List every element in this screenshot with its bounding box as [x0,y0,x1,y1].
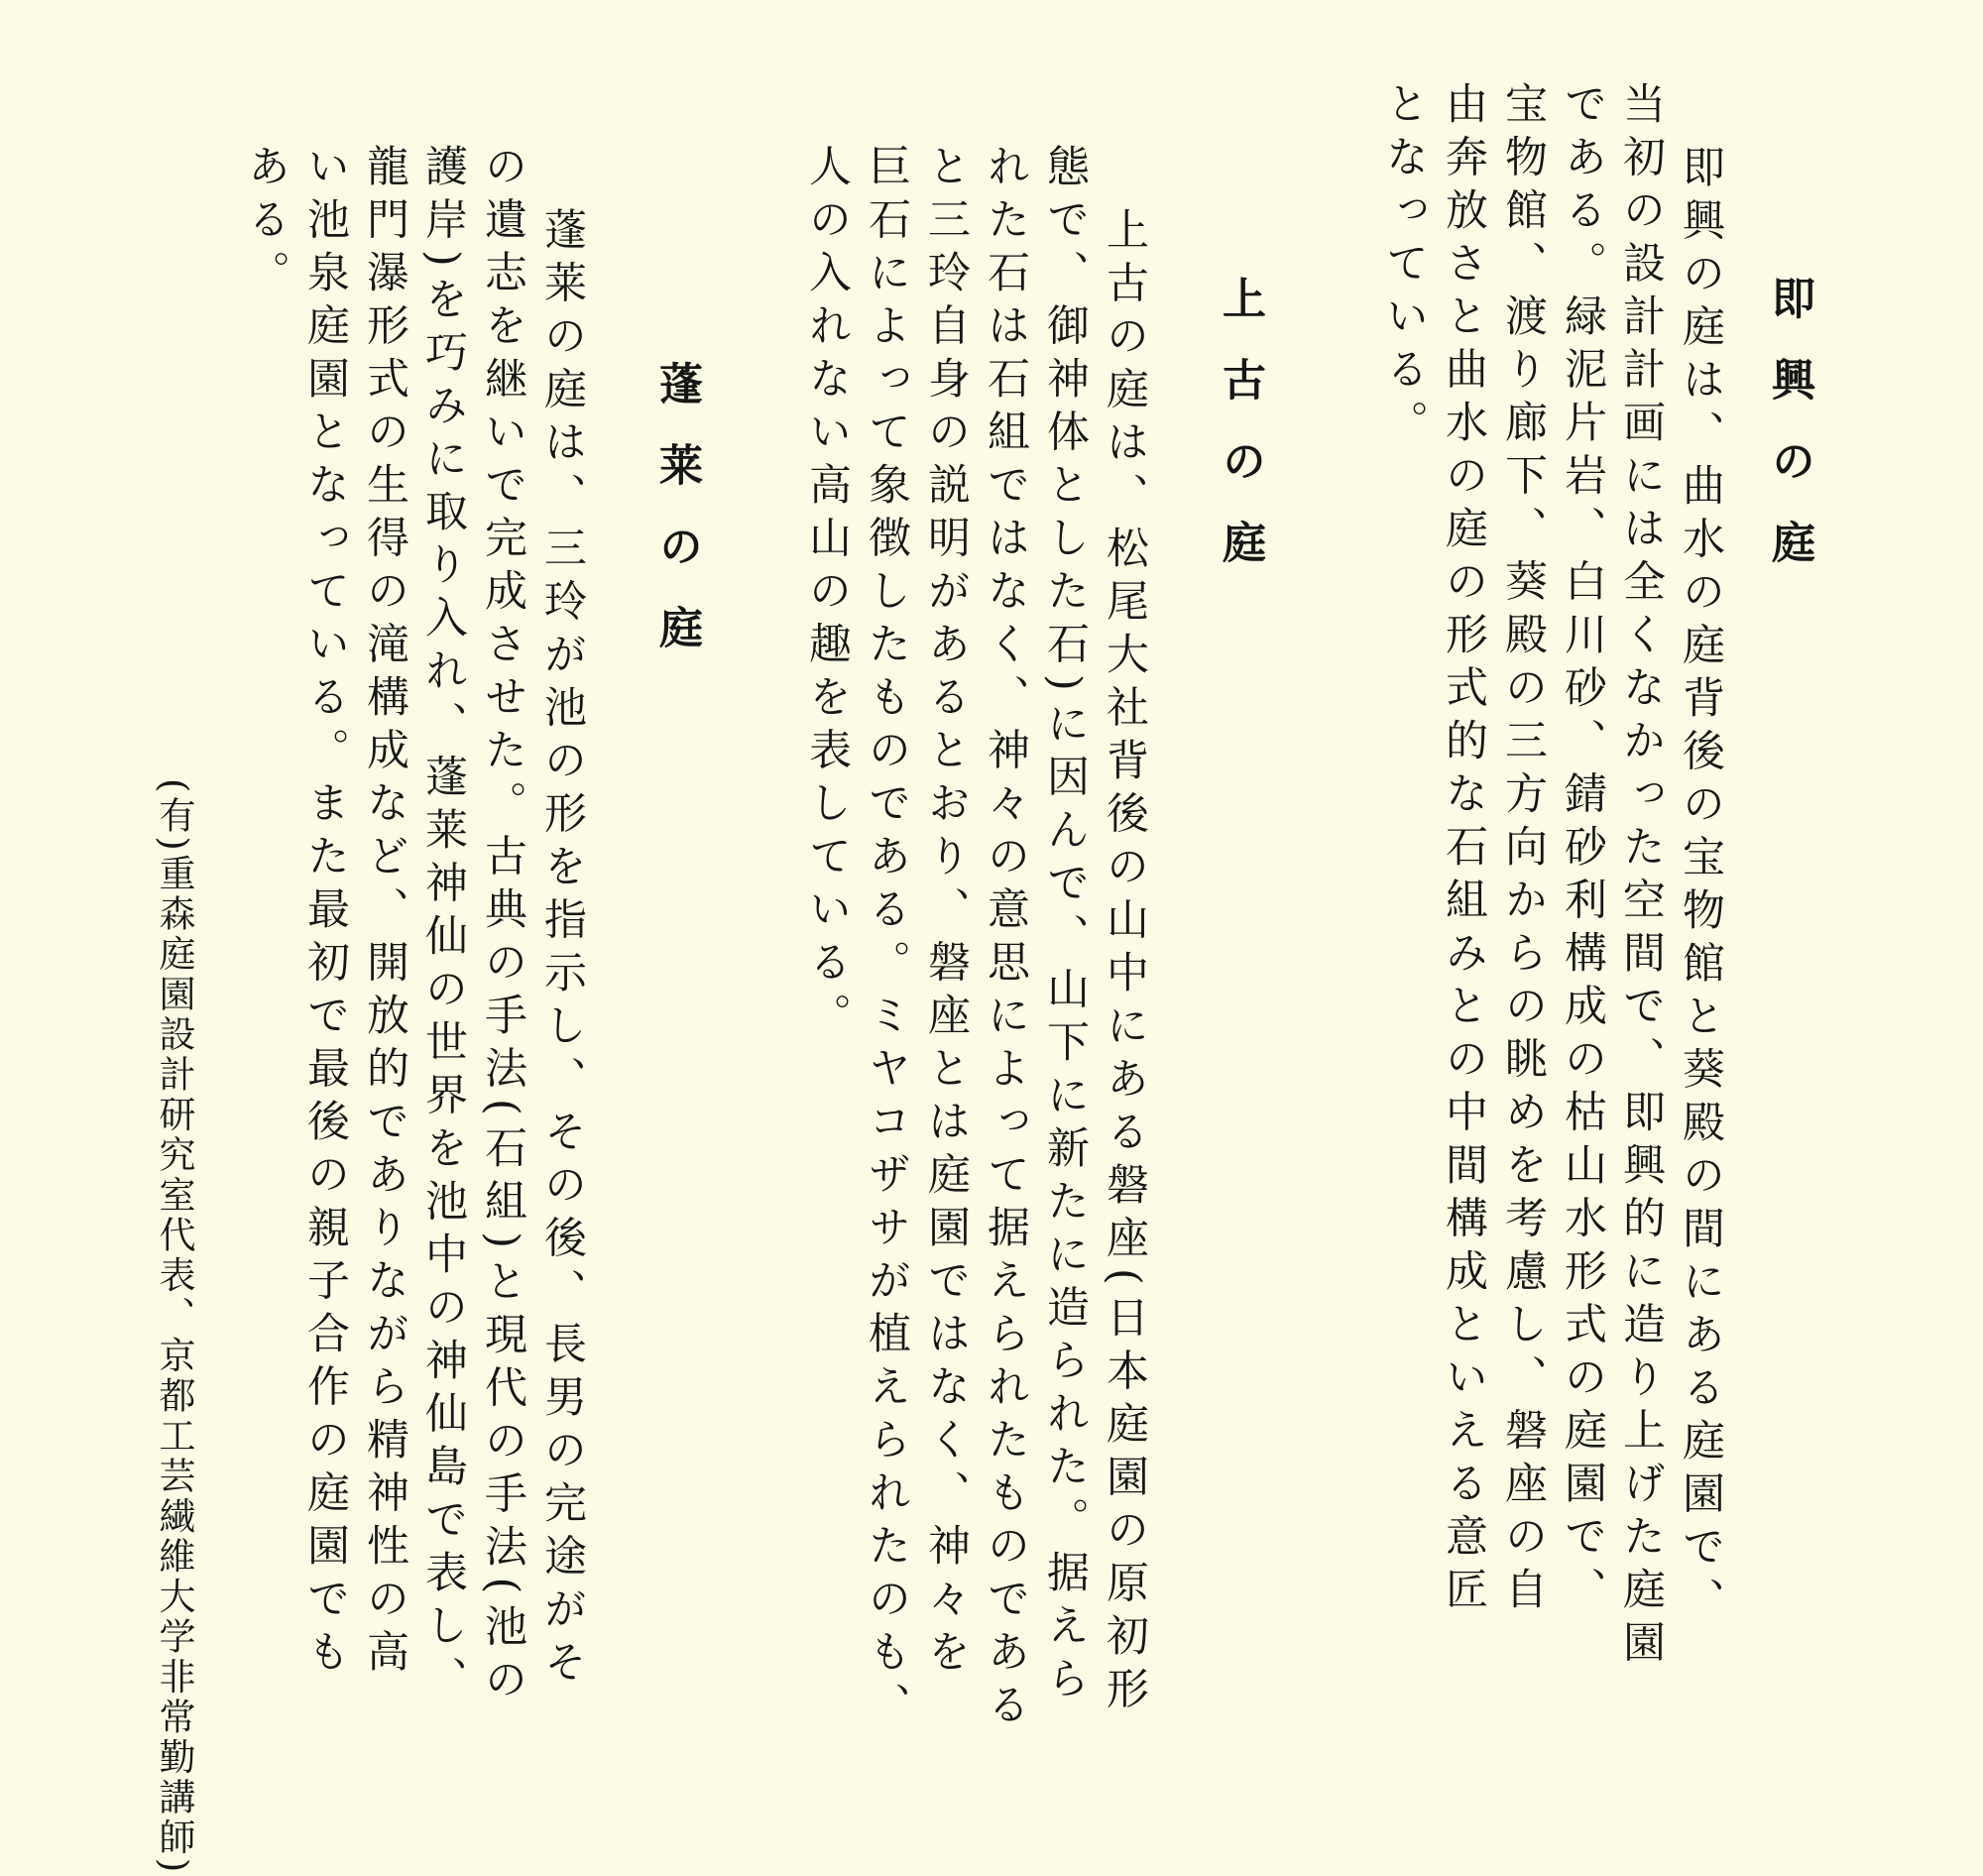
paragraph-line: 即興の庭は、曲水の庭背後の宝物館と葵殿の間にある庭園で、 [1676,145,1725,1630]
paragraph-line: 巨石によって象徴したものである。ミヤコザサが植えられたのも、 [862,144,911,1735]
paragraph-line: 蓬莱の庭は、三玲が池の形を指示し、その後、長男の完途がそ [537,207,587,1693]
paragraph-line: である。緑泥片岩、白川砂、錆砂利構成の枯山水形式の庭園で、 [1558,81,1607,1620]
paragraph-line: 態で、御神体とした石)に因んで、山下に新たに造られた。据えら [1040,144,1090,1709]
paragraph-line: となっている。 [1379,81,1429,453]
paragraph-line: 当初の設計計画には全くなかった空間で、即興的に造り上げた庭園 [1616,81,1666,1673]
paragraph-line: い池泉庭園となっている。また最初で最後の親子合作の庭園でも [300,144,350,1683]
paragraph-line: 由奔放さと曲水の庭の形式的な石組みとの中間構成といえる意匠 [1439,81,1488,1620]
section-title-sokkyo: 即興の庭 [1764,276,1814,601]
paragraph-line: 上古の庭は、松尾大社背後の山中にある磐座(日本庭園の原初形 [1100,207,1149,1720]
paragraph-line: 護岸)を巧みに取り入れ、蓬莱神仙の世界を池中の神仙島で表し、 [418,144,468,1709]
paragraph-line: 人の入れない高山の趣を表している。 [802,144,852,1046]
section-title-joko: 上古の庭 [1215,276,1265,601]
paragraph-line: 宝物館、渡り廊下、葵殿の三方向からの眺めを考慮し、磐座の自 [1498,81,1548,1620]
paragraph-line: 龍門瀑形式の生得の滝構成など、開放的でありながら精神性の高 [360,144,409,1683]
section-title-horai: 蓬莱の庭 [651,361,702,686]
paragraph-line: ある。 [241,144,291,303]
paragraph-line: と三玲自身の説明があるとおり、磐座とは庭園ではなく、神々を [921,144,971,1683]
paragraph-line: の遺志を継いで完成させた。古典の手法(石組)と現代の手法(池の [478,144,527,1710]
author-credit: (有)重森庭園設計研究室代表、京都工芸繊維大学非常勤講師) [153,778,195,1876]
paragraph-line: れた石は石組ではなく、神々の意思によって据えられたものである [981,144,1030,1735]
